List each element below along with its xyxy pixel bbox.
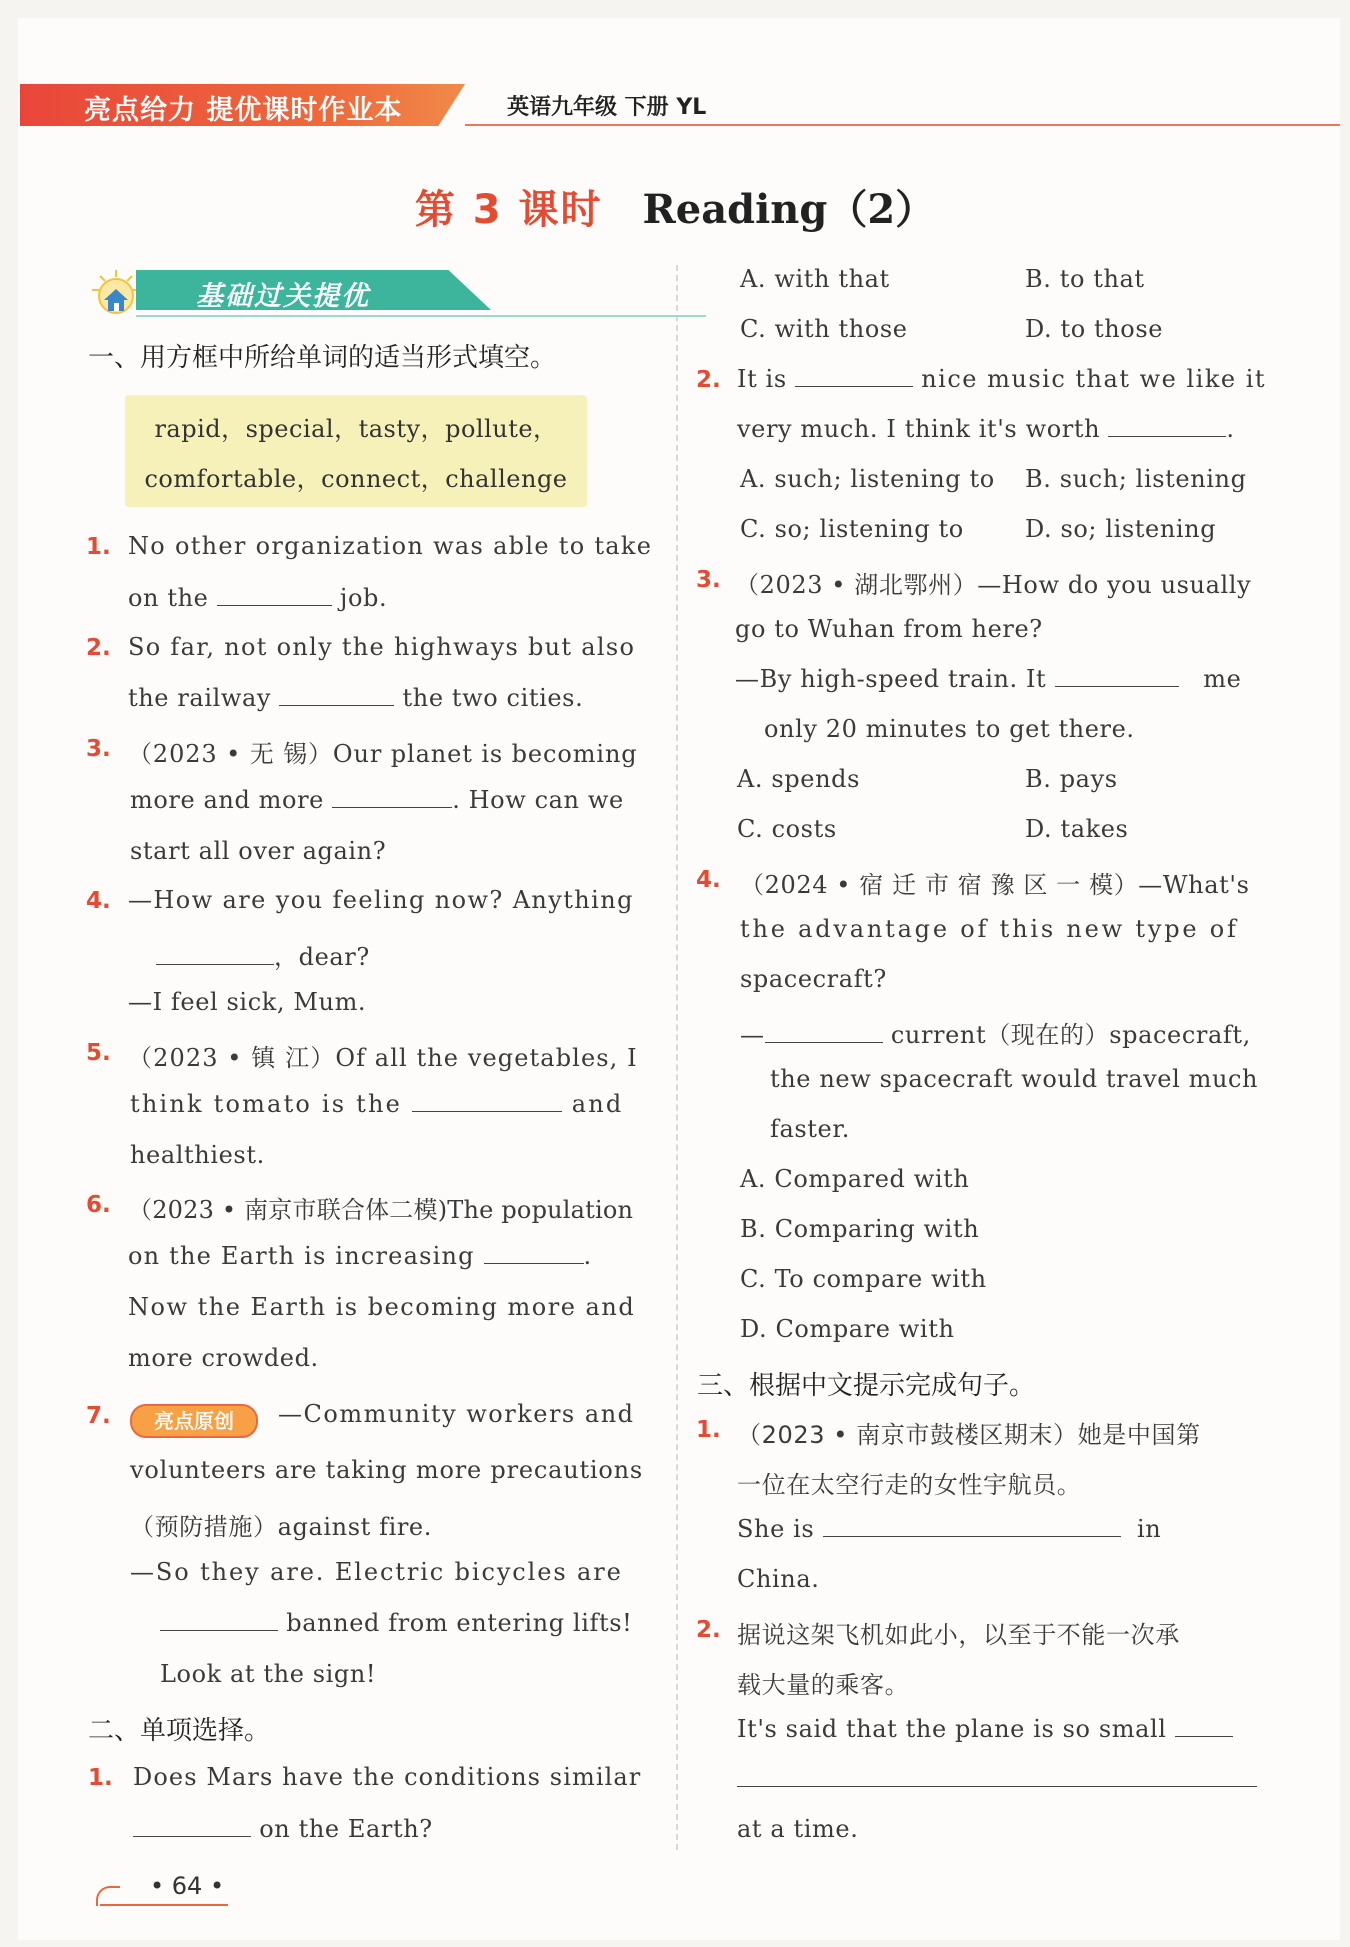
option-a[interactable]: A. such; listening to bbox=[740, 465, 995, 493]
question-text: 载大量的乘客。 bbox=[737, 1671, 910, 1699]
answer-blank[interactable] bbox=[217, 585, 332, 606]
question-text: （2023 • 南京市联合体二模)The population bbox=[128, 1196, 634, 1224]
answer-blank[interactable] bbox=[412, 1091, 562, 1112]
question-text: （2023 • 无 锡）Our planet is becoming bbox=[128, 740, 638, 768]
question-text: Look at the sign! bbox=[160, 1660, 377, 1688]
question-text: （2023 • 湖北鄂州）—How do you usually bbox=[735, 571, 1252, 599]
answer-blank[interactable] bbox=[156, 944, 274, 965]
section2-heading: 二、单项选择。 bbox=[88, 1716, 271, 1746]
house-sun-icon bbox=[88, 268, 144, 318]
option-d[interactable]: D. Compare with bbox=[740, 1315, 955, 1343]
option-d[interactable]: D. takes bbox=[1025, 815, 1129, 843]
header-course: 英语九年级 下册 YL bbox=[507, 95, 707, 120]
page-number-rule bbox=[100, 1904, 228, 1906]
lesson-number: 第 3 课时 bbox=[414, 187, 603, 233]
question-number: 3. bbox=[696, 567, 721, 593]
question-line: think tomato is the and bbox=[130, 1090, 624, 1118]
question-number: 2. bbox=[86, 635, 111, 661]
answer-blank[interactable] bbox=[1108, 416, 1226, 437]
question-line: on the Earth? bbox=[133, 1815, 433, 1843]
question-text: go to Wuhan from here? bbox=[735, 615, 1043, 643]
question-text: healthiest. bbox=[130, 1141, 265, 1169]
question-text: volunteers are taking more precautions bbox=[130, 1456, 644, 1484]
answer-blank[interactable] bbox=[279, 685, 394, 706]
question-text: at a time. bbox=[737, 1815, 859, 1843]
question-line: more and more . How can we bbox=[130, 786, 624, 814]
option-c[interactable]: C. costs bbox=[737, 815, 837, 843]
question-text: —I feel sick, Mum. bbox=[128, 988, 367, 1016]
question-number: 5. bbox=[86, 1040, 111, 1066]
banner-label: 基础过关提优 bbox=[196, 281, 370, 312]
option-b[interactable]: B. to that bbox=[1025, 265, 1145, 293]
question-text: （2024 • 宿 迁 市 宿 豫 区 一 模）—What's bbox=[740, 871, 1250, 899]
section1-heading: 一、用方框中所给单词的适当形式填空。 bbox=[88, 343, 557, 373]
question-number: 2. bbox=[696, 367, 721, 393]
option-d[interactable]: D. to those bbox=[1025, 315, 1164, 343]
page-number: • 64 • bbox=[150, 1872, 225, 1900]
question-text: start all over again? bbox=[130, 837, 387, 865]
page-header bbox=[20, 84, 1340, 126]
option-c[interactable]: C. with those bbox=[740, 315, 908, 343]
question-number: 2. bbox=[696, 1617, 721, 1643]
answer-blank[interactable] bbox=[823, 1516, 1121, 1537]
question-line: It's said that the plane is so small bbox=[737, 1715, 1233, 1743]
question-text: （2023 • 镇 江）Of all the vegetables, I bbox=[128, 1044, 638, 1072]
word-box-line: rapid，special，tasty，pollute， bbox=[154, 415, 558, 443]
question-text: 据说这架飞机如此小，以至于不能一次承 bbox=[737, 1621, 1180, 1649]
question-number: 4. bbox=[86, 888, 111, 914]
question-text: more crowded. bbox=[128, 1344, 319, 1372]
option-b[interactable]: B. such; listening bbox=[1025, 465, 1247, 493]
option-a[interactable]: A. with that bbox=[740, 265, 890, 293]
question-line: banned from entering lifts! bbox=[160, 1609, 632, 1637]
section-banner bbox=[88, 268, 658, 318]
question-text: Does Mars have the conditions similar bbox=[133, 1763, 642, 1791]
answer-blank[interactable] bbox=[484, 1243, 584, 1264]
question-text: Now the Earth is becoming more and bbox=[128, 1293, 636, 1321]
question-text: China. bbox=[737, 1565, 820, 1593]
option-c[interactable]: C. so; listening to bbox=[740, 515, 964, 543]
question-text: 一位在太空行走的女性宇航员。 bbox=[737, 1471, 1082, 1499]
question-line: It is nice music that we like it bbox=[737, 365, 1267, 393]
question-text: So far, not only the highways but also bbox=[128, 633, 636, 661]
question-text: （2023 • 南京市鼓楼区期末）她是中国第 bbox=[737, 1421, 1201, 1449]
column-divider bbox=[676, 265, 678, 1850]
question-line: on the job. bbox=[128, 584, 388, 612]
question-text: faster. bbox=[770, 1115, 851, 1143]
header-brand: 亮点给力 提优课时作业本 bbox=[84, 95, 403, 126]
question-number: 1. bbox=[88, 1765, 113, 1791]
question-text: spacecraft? bbox=[740, 965, 887, 993]
question-text: —Community workers and bbox=[278, 1400, 635, 1428]
answer-blank[interactable] bbox=[160, 1610, 278, 1631]
option-c[interactable]: C. To compare with bbox=[740, 1265, 987, 1293]
question-line: on the Earth is increasing . bbox=[128, 1242, 593, 1270]
question-line: She is in bbox=[737, 1515, 1162, 1543]
original-badge: 亮点原创 bbox=[130, 1404, 258, 1438]
option-d[interactable]: D. so; listening bbox=[1025, 515, 1217, 543]
option-a[interactable]: A. spends bbox=[737, 765, 861, 793]
page-number-ornament bbox=[96, 1886, 120, 1906]
option-b[interactable]: B. Comparing with bbox=[740, 1215, 980, 1243]
question-number: 7. bbox=[86, 1403, 111, 1429]
question-text: only 20 minutes to get there. bbox=[764, 715, 1135, 743]
header-rule bbox=[465, 124, 1340, 126]
word-box bbox=[125, 395, 587, 507]
lesson-topic: Reading（2） bbox=[642, 186, 936, 233]
question-text: —How are you feeling now? Anything bbox=[128, 886, 634, 914]
question-text: the advantage of this new type of bbox=[740, 915, 1239, 943]
question-line: very much. I think it's worth . bbox=[737, 415, 1235, 443]
answer-line bbox=[737, 1765, 1257, 1793]
question-line: — current（现在的）spacecraft, bbox=[740, 1021, 1251, 1049]
question-number: 6. bbox=[86, 1192, 111, 1218]
question-text: （预防措施）against fire. bbox=[130, 1513, 432, 1541]
section3-heading: 三、根据中文提示完成句子。 bbox=[697, 1371, 1036, 1401]
banner-rule bbox=[136, 315, 706, 317]
question-number: 1. bbox=[86, 534, 111, 560]
question-number: 3. bbox=[86, 736, 111, 762]
question-number: 1. bbox=[696, 1417, 721, 1443]
answer-blank[interactable] bbox=[332, 787, 452, 808]
question-text: —So they are. Electric bicycles are bbox=[130, 1558, 623, 1586]
answer-blank[interactable] bbox=[1055, 666, 1179, 687]
question-text: the new spacecraft would travel much bbox=[770, 1065, 1259, 1093]
page-title bbox=[0, 178, 1350, 235]
answer-blank[interactable] bbox=[1175, 1716, 1233, 1737]
question-line: —By high-speed train. It me bbox=[735, 665, 1242, 693]
question-line: the railway the two cities. bbox=[128, 684, 584, 712]
answer-blank[interactable] bbox=[765, 1022, 883, 1043]
answer-blank[interactable] bbox=[795, 366, 913, 387]
option-b[interactable]: B. pays bbox=[1025, 765, 1118, 793]
answer-blank[interactable] bbox=[133, 1816, 251, 1837]
option-a[interactable]: A. Compared with bbox=[740, 1165, 970, 1193]
question-line: ，dear? bbox=[156, 937, 370, 972]
question-text: No other organization was able to take bbox=[128, 532, 653, 560]
answer-blank[interactable] bbox=[737, 1766, 1257, 1787]
word-box-line: comfortable，connect，challenge bbox=[144, 465, 568, 493]
question-number: 4. bbox=[696, 867, 721, 893]
